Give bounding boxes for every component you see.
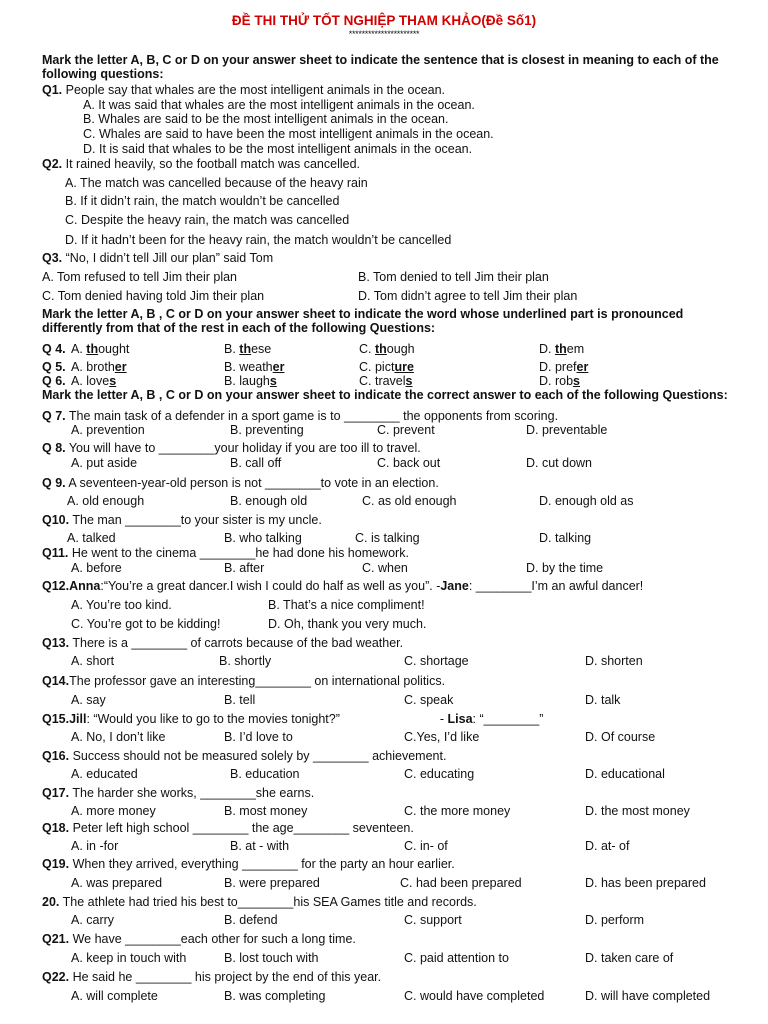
question-number: Q14.: [42, 674, 70, 688]
instruction-2: Mark the letter A, B , C or D on your answer sheet to indicate the word whose underlined part is pronounced differently from that of the rest in each of the following Questions:: [42, 307, 684, 335]
option-b: B. defend: [224, 913, 278, 927]
option-text: C.: [359, 342, 375, 356]
question-stem: The main task of a defender in a sport game is to ________ the opponents from scoring.: [65, 409, 559, 423]
option-c: C. in- of: [404, 839, 448, 853]
question-stem: There is a ________ of carrots because of the bad weather.: [69, 636, 404, 650]
option-text: ese: [251, 342, 272, 356]
option-a: A. You’re too kind.: [71, 598, 172, 612]
question-number: Q 5.: [42, 360, 66, 374]
question-stem: He went to the cinema ________he had done his homework.: [68, 546, 409, 560]
question-4: [42, 342, 66, 357]
speaker: Anna: [69, 579, 101, 593]
option-b: B. was completing: [224, 989, 326, 1003]
question-number: Q 8.: [42, 441, 66, 455]
option-text: em: [566, 342, 585, 356]
question-3: [42, 251, 273, 266]
underlined-part: er: [272, 360, 285, 374]
question-17: [42, 786, 314, 801]
question-number: Q11.: [42, 546, 69, 560]
exam-title: ĐỀ THI THỬ TỐT NGHIỆP THAM KHẢO(Đề Số1): [231, 13, 537, 28]
question-stem: People say that whales are the most intelligent animals in the ocean.: [62, 83, 446, 97]
option-b: B. who talking: [224, 531, 302, 545]
option-c: C. Whales are said to have been the most intelligent animals in the ocean.: [83, 127, 494, 141]
question-number: Q 9.: [42, 476, 66, 490]
question-number: Q21.: [42, 932, 70, 946]
option-c: C. Tom denied having told Jim their plan: [42, 289, 265, 303]
option-a: A. educated: [71, 767, 138, 781]
underlined-part: s: [109, 374, 117, 388]
question-21: [42, 932, 356, 947]
option-b: B. most money: [224, 804, 308, 818]
question-stem: You will have to ________your holiday if you are too ill to travel.: [65, 441, 421, 455]
underlined-part: th: [239, 342, 252, 356]
option-d: D. talk: [585, 693, 621, 707]
question-18: [42, 821, 414, 836]
dash: -: [439, 712, 448, 726]
option-d: D. Oh, thank you very much.: [268, 617, 427, 631]
option-a: A. more money: [71, 804, 156, 818]
option-d: D. Of course: [585, 730, 656, 744]
question-16: [42, 749, 446, 764]
option-b: B. lost touch with: [224, 951, 319, 965]
question-10: [42, 513, 322, 528]
question-number: Q12.: [42, 579, 70, 593]
option-b: B. shortly: [219, 654, 272, 668]
option-a: A. old enough: [67, 494, 145, 508]
option-a: A. in -for: [71, 839, 119, 853]
speaker: Lisa: [447, 712, 473, 726]
underlined-part: th: [86, 342, 99, 356]
option-c: C. Despite the heavy rain, the match was cancelled: [65, 213, 350, 227]
option-b: B. Whales are said to be the most intelligent animals in the ocean.: [83, 112, 449, 126]
underlined-part: er: [114, 360, 127, 374]
option-c: C. shortage: [404, 654, 469, 668]
option-a: A. prevention: [71, 423, 145, 437]
question-stem: Success should not be measured solely by ________ achievement.: [69, 749, 447, 763]
question-stem: The athlete had tried his best to________his SEA Games title and records.: [59, 895, 477, 909]
question-number: Q13.: [42, 636, 70, 650]
option-c: C. as old enough: [362, 494, 457, 508]
option-c: C. You’re got to be kidding!: [71, 617, 221, 631]
option-a: A. before: [71, 561, 122, 575]
option-b: B. tell: [224, 693, 256, 707]
question-stem: The harder she works, ________she earns.: [69, 786, 315, 800]
option-c: C. had been prepared: [400, 876, 522, 890]
underlined-part: s: [269, 374, 277, 388]
speaker: Jill: [69, 712, 87, 726]
option-text: D. pref: [539, 360, 577, 374]
option-d: D. by the time: [526, 561, 604, 575]
option-b: [224, 342, 271, 357]
question-9: [42, 476, 439, 491]
question-stem: We have ________each other for such a long time.: [69, 932, 356, 946]
underlined-part: er: [576, 360, 589, 374]
option-b: B. preventing: [230, 423, 304, 437]
option-c: C. would have completed: [404, 989, 545, 1003]
question-8: [42, 441, 421, 456]
option-a: A. say: [71, 693, 106, 707]
option-text: D. rob: [539, 374, 574, 388]
option-a: A. It was said that whales are the most intelligent animals in the ocean.: [83, 98, 475, 112]
option-d: D. at- of: [585, 839, 630, 853]
question-stem: “No, I didn’t tell Jill our plan” said Tom: [62, 251, 274, 265]
question-stem: The professor gave an interesting________ on international politics.: [69, 674, 446, 688]
question-stem: : “Would you like to go to the movies tonight?”: [86, 712, 340, 726]
question-number: Q2.: [42, 157, 63, 171]
question-20: [42, 895, 477, 910]
option-d: D. shorten: [585, 654, 643, 668]
option-a: A. keep in touch with: [71, 951, 187, 965]
question-number: Q1.: [42, 83, 63, 97]
question-number: Q 7.: [42, 409, 66, 423]
question-stem: :“You’re a great dancer.I wish I could do half as well as you”. -: [100, 579, 441, 593]
question-number: Q16.: [42, 749, 70, 763]
question-number: Q3.: [42, 251, 63, 265]
question-number: Q17.: [42, 786, 70, 800]
option-b: [224, 374, 277, 389]
question-5: [42, 360, 66, 375]
option-d: [539, 360, 588, 375]
option-a: A. talked: [67, 531, 116, 545]
question-stem: : ________I’m an awful dancer!: [468, 579, 644, 593]
option-c: C. when: [362, 561, 408, 575]
option-d: D. taken care of: [585, 951, 674, 965]
option-text: C. pict: [359, 360, 395, 374]
option-c: [359, 360, 414, 375]
question-15: [42, 712, 543, 727]
option-d: D. the most money: [585, 804, 690, 818]
title-divider: **********************: [348, 29, 420, 39]
option-c: C. paid attention to: [404, 951, 509, 965]
question-13: [42, 636, 403, 651]
question-2: [42, 157, 360, 172]
option-a: A. The match was cancelled because of the heavy rain: [65, 176, 368, 190]
question-number: Q10.: [42, 513, 70, 527]
option-d: D. talking: [539, 531, 592, 545]
option-c: [359, 342, 415, 357]
option-b: [224, 360, 284, 375]
option-c: [359, 374, 413, 389]
underlined-part: th: [374, 342, 387, 356]
option-b: B. were prepared: [224, 876, 320, 890]
option-b: B. Tom denied to tell Jim their plan: [358, 270, 549, 284]
option-text: ough: [386, 342, 415, 356]
question-number: Q 4.: [42, 342, 66, 356]
option-c: C. the more money: [404, 804, 511, 818]
option-a: A. carry: [71, 913, 115, 927]
question-stem: He said he ________ his project by the end of this year.: [69, 970, 382, 984]
option-d: [539, 342, 584, 357]
underlined-part: ure: [394, 360, 414, 374]
option-c: C. speak: [404, 693, 454, 707]
question-stem: A seventeen-year-old person is not ________to vote in an election.: [65, 476, 439, 490]
question-14: [42, 674, 445, 689]
option-c: C.Yes, I’d like: [404, 730, 480, 744]
option-text: C. travel: [359, 374, 406, 388]
underlined-part: s: [573, 374, 580, 388]
speaker: Jane: [440, 579, 469, 593]
question-12: [42, 579, 643, 594]
option-b: B. I’d love to: [224, 730, 293, 744]
option-c: C. support: [404, 913, 462, 927]
question-number: Q15.: [42, 712, 70, 726]
option-a: [71, 342, 129, 357]
option-d: D. cut down: [526, 456, 593, 470]
option-d: D. educational: [585, 767, 665, 781]
option-d: D. It is said that whales to be the most intelligent animals in the ocean.: [83, 142, 473, 156]
option-b: B. enough old: [230, 494, 308, 508]
option-a: A. put aside: [71, 456, 138, 470]
underlined-part: th: [554, 342, 567, 356]
option-a: A. short: [71, 654, 115, 668]
question-stem: It rained heavily, so the football match was cancelled.: [62, 157, 361, 171]
question-number: Q18.: [42, 821, 70, 835]
option-b: B. If it didn’t rain, the match wouldn’t be cancelled: [65, 194, 340, 208]
option-b: B. call off: [230, 456, 282, 470]
question-stem: The man ________to your sister is my uncle.: [69, 513, 322, 527]
option-d: D. perform: [585, 913, 645, 927]
question-11: [42, 546, 409, 561]
option-d: D. has been prepared: [585, 876, 706, 890]
option-d: D. preventable: [526, 423, 608, 437]
question-6: [42, 374, 66, 389]
option-c: C. back out: [377, 456, 441, 470]
option-text: ought: [98, 342, 130, 356]
option-b: B. at - with: [230, 839, 290, 853]
option-a: [71, 360, 127, 375]
option-text: A. love: [71, 374, 110, 388]
option-text: A. broth: [71, 360, 115, 374]
option-a: A. was prepared: [71, 876, 163, 890]
option-b: B. That’s a nice compliment!: [268, 598, 425, 612]
option-d: [539, 374, 580, 389]
option-d: D. If it hadn’t been for the heavy rain, the match wouldn’t be cancelled: [65, 233, 452, 247]
underlined-part: s: [405, 374, 413, 388]
option-text: B.: [224, 342, 240, 356]
option-a: A. Tom refused to tell Jim their plan: [42, 270, 237, 284]
question-number: Q19.: [42, 857, 70, 871]
question-number: Q22.: [42, 970, 70, 984]
option-text: B. weath: [224, 360, 273, 374]
option-c: C. is talking: [355, 531, 420, 545]
option-a: A. No, I don’t like: [71, 730, 166, 744]
option-text: D.: [539, 342, 555, 356]
instruction-1: Mark the letter A, B, C or D on your answer sheet to indicate the sentence that is closest in meaning to each of the following questions:: [42, 53, 719, 81]
question-number: 20.: [42, 895, 60, 909]
option-text: B. laugh: [224, 374, 270, 388]
question-19: [42, 857, 455, 872]
option-c: C. prevent: [377, 423, 435, 437]
question-stem: Peter left high school ________ the age________ seventeen.: [69, 821, 414, 835]
option-a: A. will complete: [71, 989, 158, 1003]
question-7: [42, 409, 558, 424]
option-c: C. educating: [404, 767, 475, 781]
option-d: D. Tom didn’t agree to tell Jim their plan: [358, 289, 578, 303]
question-22: [42, 970, 381, 985]
instruction-3: Mark the letter A, B , C or D on your answer sheet to indicate the correct answer to each of the following Questions:: [42, 388, 728, 402]
option-text: A.: [71, 342, 87, 356]
option-d: D. enough old as: [539, 494, 634, 508]
option-d: D. will have completed: [585, 989, 711, 1003]
question-number: Q 6.: [42, 374, 66, 388]
option-b: B. education: [230, 767, 300, 781]
question-1: [42, 83, 445, 98]
question-stem: : “________”: [472, 712, 544, 726]
option-a: [71, 374, 116, 389]
question-stem: When they arrived, everything ________ for the party an hour earlier.: [69, 857, 455, 871]
option-b: B. after: [224, 561, 265, 575]
